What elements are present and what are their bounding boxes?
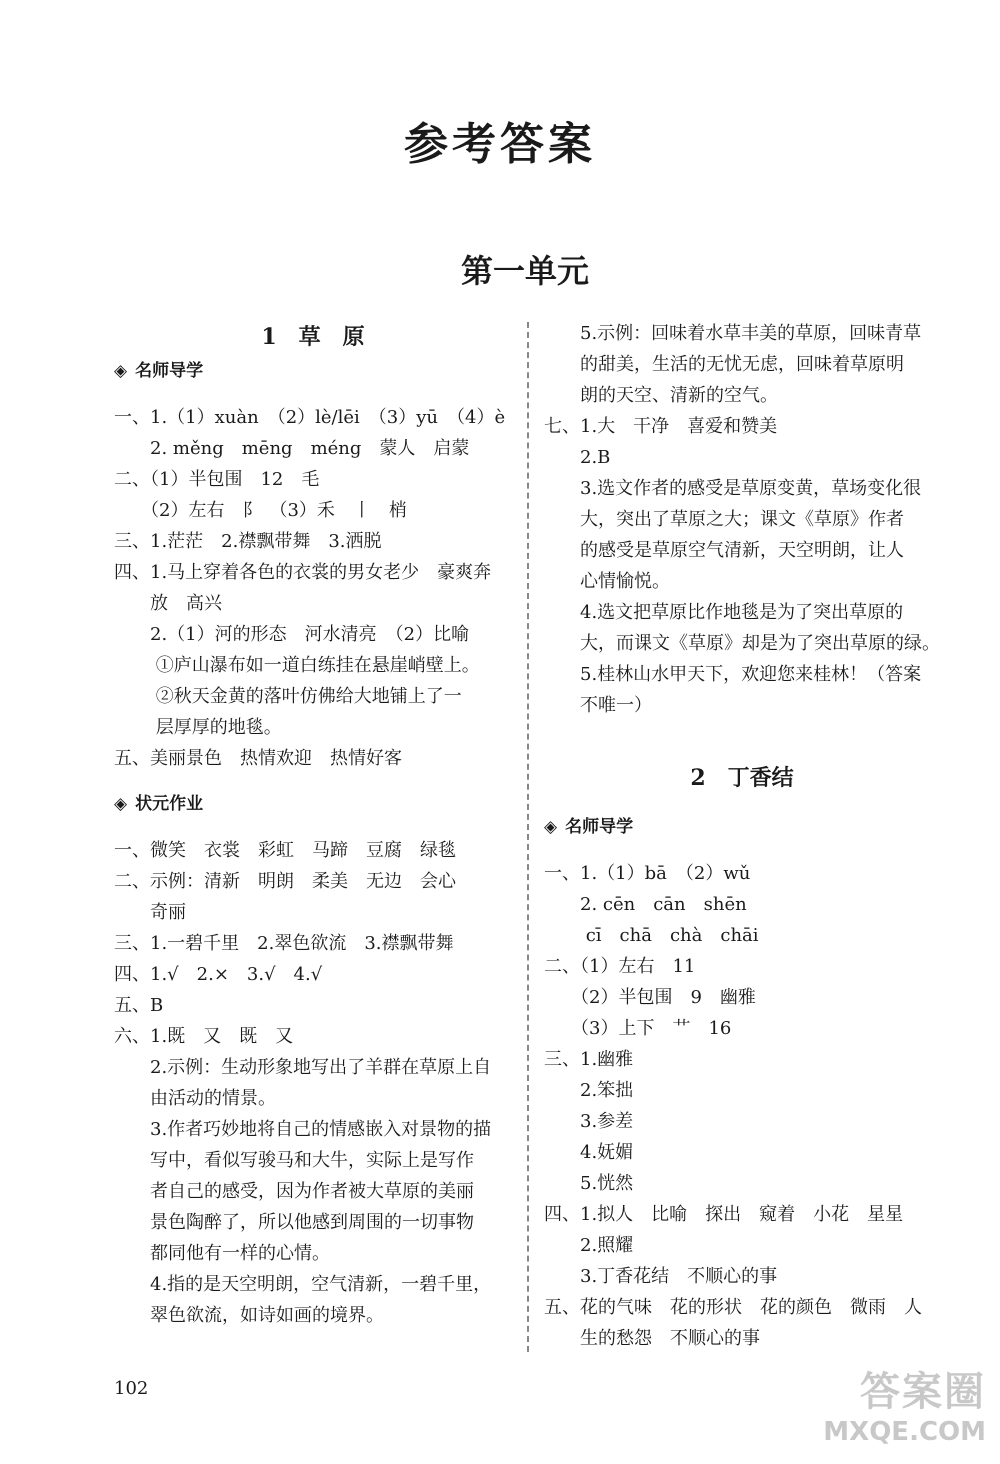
answer-line: ②秋天金黄的落叶仿佛给大地铺上了一: [114, 686, 462, 707]
answer-line: 六、1.既 又 既 又: [114, 1026, 294, 1047]
answer-line: 3.作者巧妙地将自己的情感嵌入对景物的描: [114, 1119, 492, 1140]
answer-line: 层厚厚的地毯。: [114, 717, 282, 738]
answer-line: 大，而课文《草原》却是为了突出草原的绿。: [544, 633, 940, 654]
answer-line: 4.妩媚: [544, 1142, 634, 1163]
answer-line: （2）半包围 9 幽雅: [544, 987, 756, 1008]
answer-line: 一、1.（1）bā （2）wǔ: [544, 863, 751, 884]
answer-line: 三、1.茫茫 2.襟飘带舞 3.洒脱: [114, 531, 382, 552]
answer-line: 五、美丽景色 热情欢迎 热情好客: [114, 748, 402, 769]
answer-line: 四、1.拟人 比喻 探出 窥着 小花 星星: [544, 1204, 904, 1225]
answer-line: 2.示例：生动形象地写出了羊群在草原上自: [114, 1057, 492, 1078]
answer-line: 不唯一）: [544, 695, 652, 716]
answer-line: 5.桂林山水甲天下，欢迎您来桂林！（答案: [544, 664, 922, 685]
answer-line: 一、微笑 衣裳 彩虹 马蹄 豆腐 绿毯: [114, 840, 456, 861]
answer-line: 放 高兴: [114, 593, 222, 614]
answer-line: 二、（1）半包围 12 毛: [114, 469, 320, 490]
answer-line: 都同他有一样的心情。: [114, 1243, 330, 1264]
answer-line: 心情愉悦。: [544, 571, 670, 592]
answer-line: 四、1.马上穿着各色的衣裳的男女老少 豪爽奔: [114, 562, 492, 583]
column-divider: [527, 322, 529, 1352]
answer-line: 者自己的感受，因为作者被大草原的美丽: [114, 1181, 474, 1202]
right-column: [544, 318, 940, 1354]
answer-line: 七、1.大 干净 喜爱和赞美: [544, 416, 778, 437]
diamond-icon: ◈: [114, 361, 128, 381]
answer-line: （2）左右 阝 （3）禾 丨 梢: [114, 500, 407, 521]
answer-line: 2.照耀: [544, 1235, 634, 1256]
answer-line: 4.指的是天空明朗，空气清新，一碧千里，: [114, 1274, 492, 1295]
watermark-logo: 答案圈 MXQE.COM: [823, 1369, 986, 1447]
answer-line: 的感受是草原空气清新，天空明朗，让人: [544, 540, 904, 561]
page-title: 参考答案: [404, 119, 596, 170]
unit-title: 第一单元: [460, 252, 589, 290]
answer-line: 2.B: [544, 447, 611, 468]
answer-line: 三、1.一碧千里 2.翠色欲流 3.襟飘带舞: [114, 933, 454, 954]
diamond-icon: ◈: [114, 794, 128, 814]
answer-line: 3.选文作者的感受是草原变黄，草场变化很: [544, 478, 922, 499]
answer-line: 3.参差: [544, 1111, 634, 1132]
answer-line: 2.笨拙: [544, 1080, 634, 1101]
answer-line: 三、1.幽雅: [544, 1049, 634, 1070]
answer-line: 5.恍然: [544, 1173, 634, 1194]
answer-line: 4.选文把草原比作地毯是为了突出草原的: [544, 602, 904, 623]
answer-line: 五、花的气味 花的形状 花的颜色 微雨 人: [544, 1297, 922, 1318]
left-column: [114, 318, 512, 1331]
answer-line: 2.（1）河的形态 河水清亮 （2）比喻: [114, 624, 470, 645]
answer-line: 5.示例：回味着水草丰美的草原，回味青草: [544, 323, 922, 344]
answer-line: 写中，看似写骏马和大牛，实际上是写作: [114, 1150, 474, 1171]
answer-line: 3.丁香花结 不顺心的事: [544, 1266, 778, 1287]
answer-line: 二、示例：清新 明朗 柔美 无边 会心: [114, 871, 456, 892]
answer-line: 2. cēn cān shēn: [544, 894, 747, 915]
answer-line: ①庐山瀑布如一道白练挂在悬崖峭壁上。: [114, 655, 480, 676]
section-heading: ◈ 名师导学: [114, 361, 204, 381]
answer-line: 2. měng mēng méng 蒙人 启蒙: [114, 438, 470, 459]
answer-line: 二、（1）左右 11: [544, 956, 696, 977]
answer-line: 翠色欲流，如诗如画的境界。: [114, 1305, 384, 1326]
answer-line: 四、1.√ 2.× 3.√ 4.√: [114, 964, 323, 985]
answer-line: 五、B: [114, 995, 164, 1016]
answer-line: 大，突出了草原之大；课文《草原》作者: [544, 509, 904, 530]
answer-line: 的甜美，生活的无忧无虑，回味着草原明: [544, 354, 904, 375]
answer-line: 奇丽: [114, 902, 186, 923]
answer-line: 生的愁怨 不顺心的事: [544, 1328, 760, 1349]
answer-line: 景色陶醉了，所以他感到周围的一切事物: [114, 1212, 474, 1233]
answer-line: 一、1.（1）xuàn （2）lè/lēi （3）yū （4）è: [114, 407, 506, 428]
answer-line: 由活动的情景。: [114, 1088, 276, 1109]
answer-line: 朗的天空、清新的空气。: [544, 385, 778, 406]
section-heading: ◈ 状元作业: [114, 794, 204, 814]
section-heading: ◈ 名师导学: [544, 817, 634, 837]
lesson-title-2: 2 丁香结: [690, 765, 794, 791]
diamond-icon: ◈: [544, 817, 558, 837]
answer-line: （3）上下 艹 16: [544, 1018, 732, 1039]
page-number: 102: [114, 1378, 149, 1399]
answer-line: cī chā chà chāi: [544, 925, 759, 946]
lesson-title-1: 1 草 原: [261, 324, 365, 350]
